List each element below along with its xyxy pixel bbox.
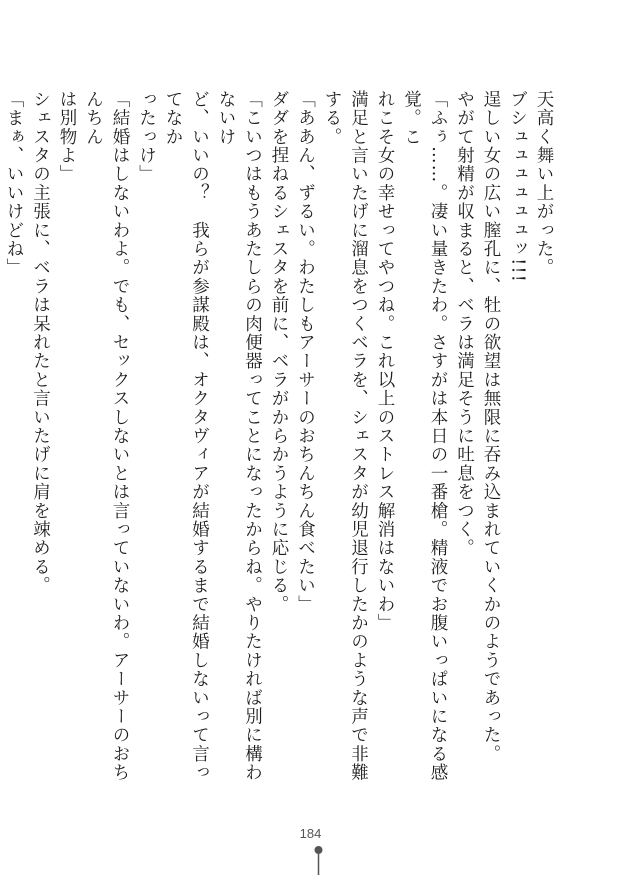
text-line: ったっけ」 [136,90,157,184]
novel-text-block [4,90,557,790]
text-line: 天高く舞い上がった。 [534,90,554,277]
text-line: れこそ女の幸せってやつね。これ以上のストレス解消はないわ」 [375,90,395,633]
text-line: 「結婚はしないわよ。でも、セックスしないとは言っていないわ。アーサーのおちんちん [83,90,130,782]
text-line: は別物よ」 [57,90,77,184]
text-line: 逞しい女の広い膣孔に、牡の欲望は無限に吞み込まれていくかのようであった。 [481,90,501,764]
text-line: 「まぁ、いいけどね」 [4,90,24,277]
text-line: ブシュュュュュュッ!!! [507,90,528,283]
text-line: ど、いいの？ 我らが参謀殿は、オクタヴィアが結婚するまで結婚しないって言ってなか [163,90,210,782]
text-line: ダダを捏ねるシェスタを前に、ベラがからかうように応じる。 [269,90,289,614]
text-line: 「こいつはもうあたしらの肉便器ってことになったからね。やりたければ別に構わないけ [216,90,263,782]
text-line: 「ああん、ずるい。わたしもアーサーのおちんちん食べたい」 [295,90,316,614]
text-line: やがて射精が収まると、ベラは満足そうに吐息をつく。 [454,90,475,558]
page-number: 184 [299,826,322,841]
text-line: 「ふぅ……。凄い量きたわ。さすがは本日の一番槍。精液でお腹いっぱいになる感覚。こ [401,90,448,782]
text-line: 満足と言いたげに溜息をつくベラを、シェスタが幼児退行したかのような声で非難する。 [322,90,369,782]
text-line: シェスタの主張に、ベラは呆れたと言いたげに肩を竦める。 [30,90,51,595]
page-marker-icon [313,845,324,875]
